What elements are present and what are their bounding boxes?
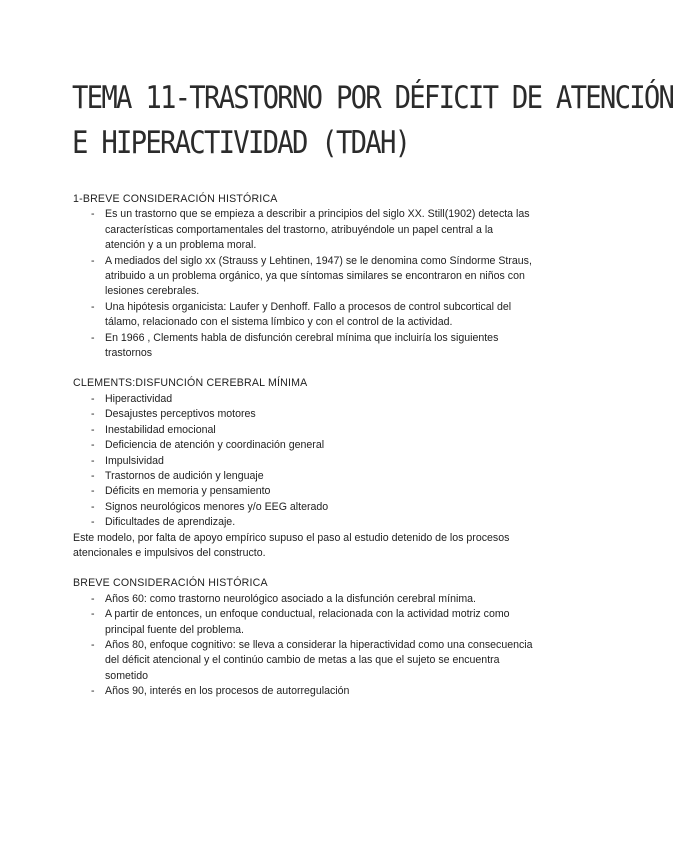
page-title-line-2: E HIPERACTIVIDAD (TDAH) [72, 125, 410, 161]
list-item: - Impulsividad [73, 454, 533, 469]
section-heading: CLEMENTS:DISFUNCIÓN CEREBRAL MÍNIMA [73, 377, 308, 390]
list-item: - Años 80, enfoque cognitivo: se lleva a considerar la hiperactividad como una consecuencia del déficit atencional y el continúo cambio de metas a las que el sujeto se encuentra sometido [73, 638, 533, 684]
list-item: - A partir de entonces, un enfoque conductual, relacionada con la actividad motriz como principal fuente del problema. [73, 607, 533, 638]
list-item: - Signos neurológicos menores y/o EEG alterado [73, 500, 533, 515]
list-item: - En 1966 , Clements habla de disfunción cerebral mínima que incluiría los siguientes trastornos [73, 331, 533, 362]
section-heading: BREVE CONSIDERACIÓN HISTÓRICA [73, 577, 268, 590]
list-item: - Hiperactividad [73, 392, 533, 407]
list-item: - Es un trastorno que se empieza a describir a principios del siglo XX. Still(1902) detecta las características comportamentales del trastorno, atribuyéndole un papel central a la atención y a un problema moral. [73, 207, 533, 253]
list-item: - Déficits en memoria y pensamiento [73, 484, 533, 499]
page-title [72, 76, 673, 166]
paragraph: Este modelo, por falta de apoyo empírico supuso el paso al estudio detenido de los procesos atencionales e impulsivos del constructo. [73, 531, 510, 559]
list-item: - A mediados del siglo xx (Strauss y Lehtinen, 1947) se le denomina como Síndorme Straus, atribuido a un problema orgánico, ya que síntomas similares se encontraron en niños con lesiones cerebrales. [73, 254, 533, 300]
bullet-list [73, 207, 533, 361]
bullet-list [73, 392, 533, 531]
section-clements [73, 376, 533, 561]
bullet-list [73, 592, 533, 700]
list-item: - Trastornos de audición y lenguaje [73, 469, 533, 484]
list-item: - Deficiencia de atención y coordinación general [73, 438, 533, 453]
list-item: - Inestabilidad emocional [73, 423, 533, 438]
list-item: - Años 60: como trastorno neurológico asociado a la disfunción cerebral mínima. [73, 592, 533, 607]
list-item: - Una hipótesis organicista: Laufer y Denhoff. Fallo a procesos de control subcortical del tálamo, relacionado con el sistema límbico y con el control de la actividad. [73, 300, 533, 331]
document-body [73, 192, 533, 715]
list-item: - Desajustes perceptivos motores [73, 407, 533, 422]
list-item: - Años 90, interés en los procesos de autorregulación [73, 684, 533, 699]
list-item: - Dificultades de aprendizaje. [73, 515, 533, 530]
section-heading: 1-BREVE CONSIDERACIÓN HISTÓRICA [73, 193, 278, 205]
section-historical-overview [73, 192, 533, 361]
page-title-line-1: TEMA 11-TRASTORNO POR DÉFICIT DE ATENCIÓN [72, 80, 673, 116]
section-brief-history [73, 576, 533, 699]
